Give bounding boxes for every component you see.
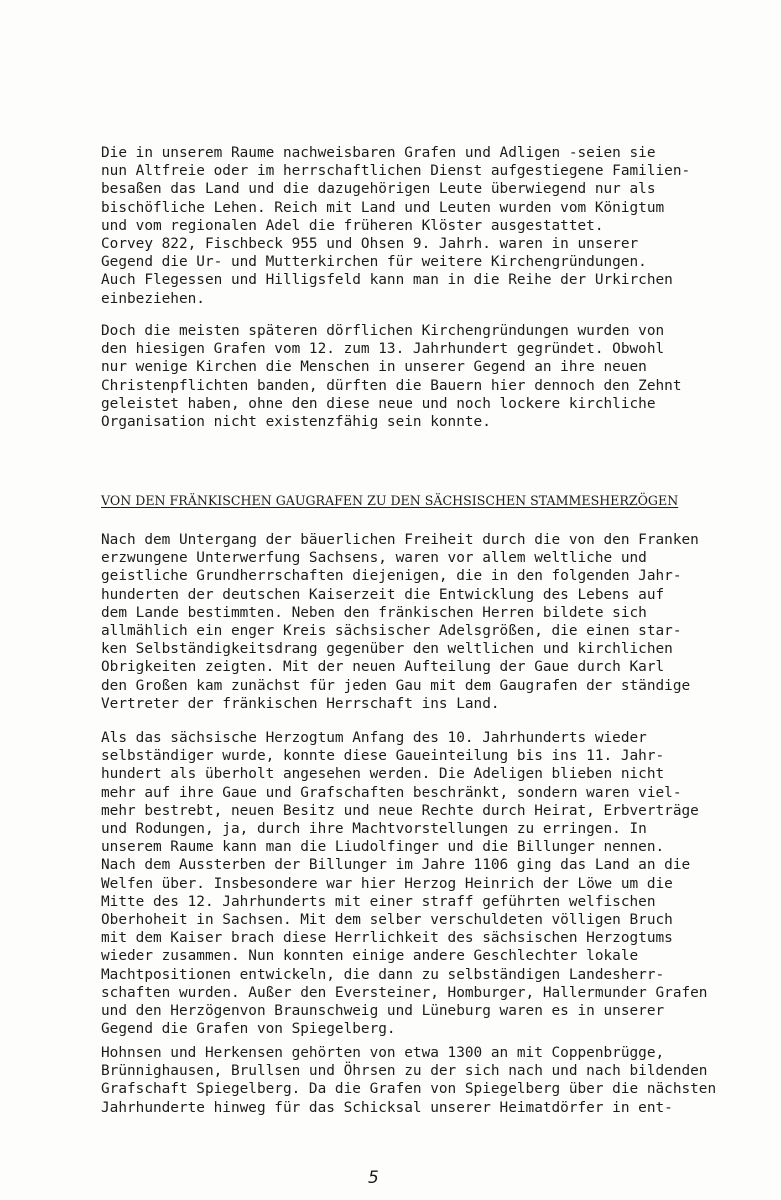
paragraph-untergang-freiheit: Nach dem Untergang der bäuerlichen Freiheit durch die von den Franken erzwungene Unterwerfung Sachsens, waren vor allem weltliche und geistliche Grundherrschaften diejenigen, die in den folgenden Jahr- hunderten der deutschen Kaiserzeit die Entwicklung des Lebens auf dem Lande bestimmten. Neben den fränkischen Herren bildete sich allmählich ein enger Kreis sächsischer Adelsgrößen, die einen star- ken Selbständigkeitsdrang gegenüber den weltlichen und kirchlichen Obrigkeiten zeigten. Mit der neuen Aufteilung der Gaue durch Karl den Großen kam zunächst für jeden Gau mit dem Gaugrafen der ständige Vertreter der fränkischen Herrschaft ins Land. [101,532,699,712]
paragraph-kirchengruendungen: Doch die meisten späteren dörflichen Kirchengründungen wurden von den hiesigen Grafen vom 12. zum 13. Jahrhundert gegründet. Obwohl nur wenige Kirchen die Menschen in unserer Gegend an ihre neuen Christenpflichten banden, dürften die Bauern hier dennoch den Zehnt geleistet haben, ohne den diese neue und noch lockere kirchliche Organisation nicht existenzfähig sein konnte. [101,323,682,431]
page-number: 5 [368,1168,379,1188]
paragraph-grafen-adlige: Die in unserem Raume nachweisbaren Grafen und Adligen -seien sie nun Altfreie oder im herrschaftlichen Dienst aufgestiegene Familien- besaßen das Land und die dazugehörigen Leute überwiegend nur als bischöfliche Lehen. Reich mit Land und Leuten wurden vom Königtum und vom regionalen Adel die früheren Klöster ausgestattet. Corvey 822, Fischbeck 955 und Ohsen 9. Jahrh. waren in unserer Gegend die Ur- und Mutterkirchen für weitere Kirchengründungen. Auch Flegessen und Hilligsfeld kann man in die Reihe der Urkirchen einbeziehen. [101,145,691,307]
section-heading: VON DEN FRÄNKISCHEN GAUGRAFEN ZU DEN SÄCHSISCHEN STAMMESHERZÖGEN [101,493,679,508]
paragraph-grafschaft-spiegelberg: Hohnsen und Herkensen gehörten von etwa 1300 an mit Coppenbrügge, Brünnighausen, Brullsen und Öhrsen zu der sich nach und nach bildenden Grafschaft Spiegelberg. Da die Grafen von Spiegelberg über die nächsten Jahrhunderte hinweg für das Schicksal unserer Heimatdörfer in ent- [101,1045,717,1116]
paragraph-saechsisches-herzogtum: Als das sächsische Herzogtum Anfang des 10. Jahrhunderts wieder selbständiger wurde, konnte diese Gaueinteilung bis ins 11. Jahr- hundert als überholt angesehen werden. Die Adeligen blieben nicht mehr auf ihre Gaue und Grafschaften beschränkt, sondern waren viel- mehr bestrebt, neuen Besitz und neue Rechte durch Heirat, Erbverträge und Rodungen, ja, durch ihre Machtvorstellungen zu erringen. In unserem Raume kann man die Liudolfinger und die Billunger nennen. Nach dem Aussterben der Billunger im Jahre 1106 ging das Land an die Welfen über. Insbesondere war hier Herzog Heinrich der Löwe um die Mitte des 12. Jahrhunderts mit einer straff geführten welfischen Oberhoheit in Sachsen. Mit dem selber verschuldeten völligen Bruch mit dem Kaiser brach diese Herrlichkeit des sächsischen Herzogtums wieder zusammen. Nun konnten einige andere Geschlechter lokale Machtpositionen entwickeln, die dann zu selbständigen Landesherr- schaften wurden. Außer den Eversteiner, Homburger, Hallermunder Grafen und den Herzögenvon Braunschweig und Lüneburg waren es in unserer Gegend die Grafen von Spiegelberg. [101,730,708,1038]
